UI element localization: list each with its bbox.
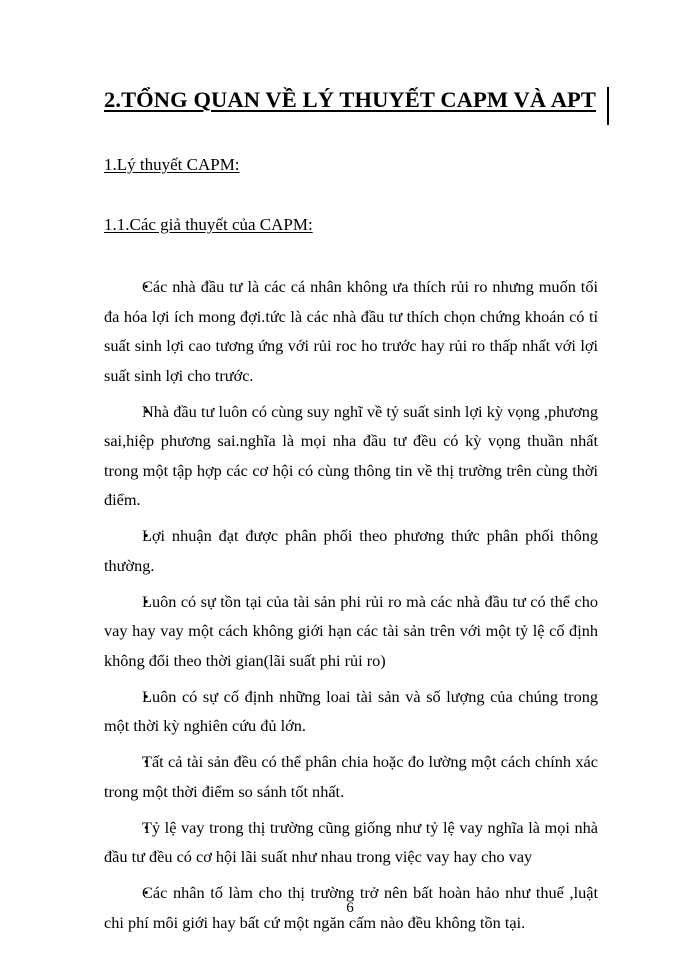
list-item: • Tất cả tài sản đều có thể phân chia hoặc đo lường một cách chính xác trong một thời điểm so sánh tốt nhất. (104, 747, 598, 806)
page-title: 2.TỔNG QUAN VỀ LÝ THUYẾT CAPM VÀ APT (104, 87, 596, 112)
list-item: • Nhà đầu tư luôn có cùng suy nghĩ về tỷ suất sinh lợi kỳ vọng ,phương sai,hiệp phương sai.nghĩa là mọi nha đầu tư đều có kỳ vọng thuần nhất trong một tập hợp các cơ hội có cùng thông tin về thị trường trên cùng thời điểm. (104, 397, 598, 515)
page-number: 6 (346, 900, 354, 916)
margin-rule (607, 87, 609, 125)
list-item: • Lợi nhuận đạt được phân phối theo phương thức phân phối thông thường. (104, 521, 598, 580)
list-item: • Luôn có sự cố định những loai tài sản và số lượng của chúng trong một thời kỳ nghiên cứu đủ lớn. (104, 682, 598, 741)
section-heading: 1.Lý thuyết CAPM: (104, 155, 240, 174)
list-item: • Tỷ lệ vay trong thị trường cũng giống như tỷ lệ vay nghĩa là mọi nhà đầu tư đều có cơ hội lãi suất như nhau trong việc vay hay cho vay (104, 813, 598, 872)
subsection-heading: 1.1.Các giả thuyết của CAPM: (104, 215, 313, 234)
assumptions-list (104, 272, 598, 944)
list-item: • Các nhân tố làm cho thị trường trở nên bất hoàn hảo như thuế ,luật chi phí môi giới hay bất cứ một ngăn cấm nào đều không tồn tại. (104, 878, 598, 937)
list-item: • Các nhà đầu tư là các cá nhân không ưa thích rủi ro nhưng muốn tối đa hóa lợi ích mong đợi.tức là các nhà đầu tư thích chọn chứng khoán có tỉ suất sinh lợi cao tương ứng với rủi roc ho trước hay rủi ro thấp nhất với lợi suất sinh lợi cho trước. (104, 272, 598, 390)
list-item: • Luôn có sự tồn tại của tài sản phi rủi ro mà các nhà đầu tư có thể cho vay hay vay một cách không giới hạn các tài sản trên với một tỷ lệ cố định không đổi theo thời gian(lãi suất phi rủi ro) (104, 587, 598, 676)
